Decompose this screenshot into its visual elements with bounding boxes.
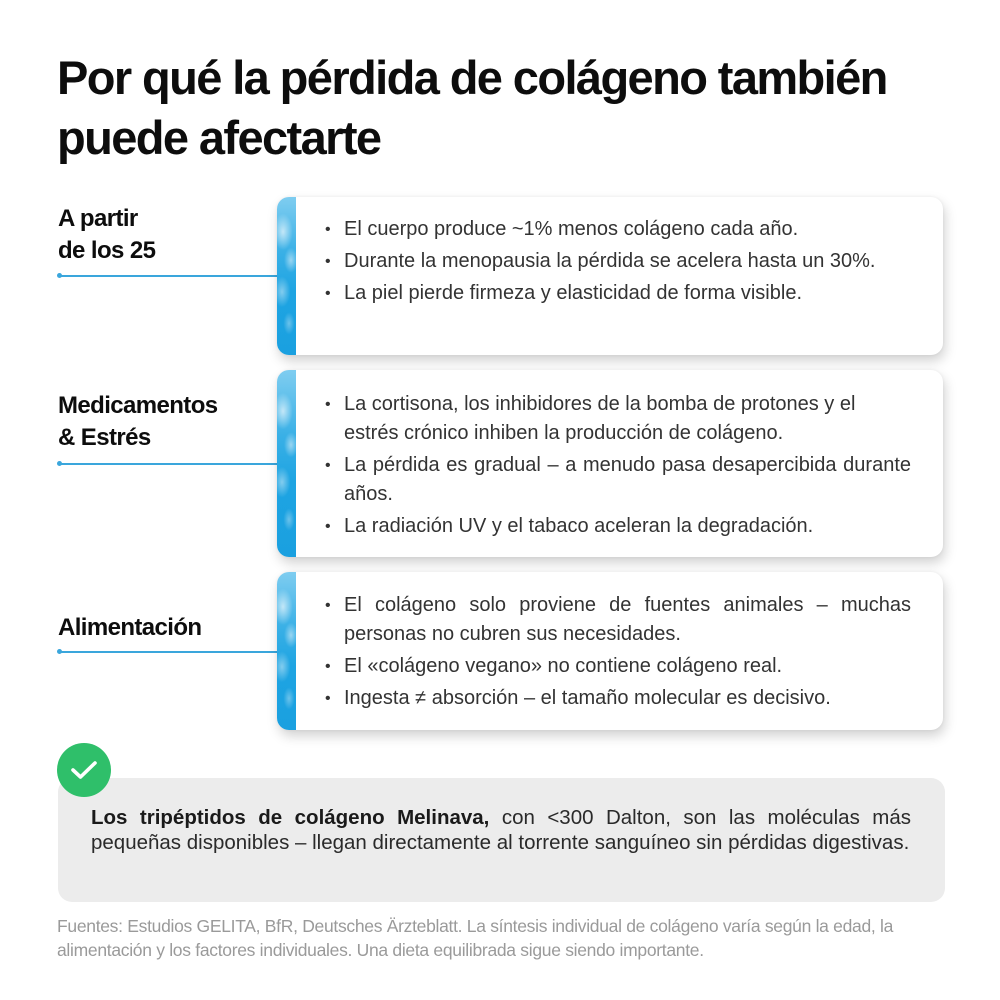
- bullet-item: • El colágeno solo proviene de fuentes animales – muchas personas no cubren sus necesidades.: [325, 591, 911, 649]
- info-card: [277, 572, 943, 730]
- title-line-1: Por qué la pérdida de colágeno también: [57, 51, 887, 104]
- bullet-item: • Ingesta ≠ absorción – el tamaño molecular es decisivo.: [325, 684, 911, 713]
- check-icon: [57, 743, 111, 797]
- section-label: [58, 612, 202, 644]
- bullet-item: • La piel pierde firmeza y elasticidad de forma visible.: [325, 279, 911, 308]
- bullet-item: • La pérdida es gradual – a menudo pasa desapercibida durante años.: [325, 451, 911, 509]
- section-label-line-1: A partir: [58, 205, 138, 232]
- connector-line: [60, 463, 282, 465]
- bullet-item: • La radiación UV y el tabaco aceleran la degradación.: [325, 512, 911, 541]
- section-label-line-1: Medicamentos: [58, 392, 218, 419]
- bullet-list: [325, 390, 911, 544]
- bullet-item: • La cortisona, los inhibidores de la bomba de protones y el estrés crónico inhiben la producción de colágeno.: [325, 390, 911, 448]
- section-label-line-1: Alimentación: [58, 614, 202, 641]
- water-texture-strip: [277, 197, 296, 355]
- callout-bold-text: Los tripéptidos de colágeno Melinava,: [91, 806, 490, 829]
- checkmark-glyph: [69, 758, 99, 782]
- bullet-item: • Durante la menopausia la pérdida se acelera hasta un 30%.: [325, 247, 911, 276]
- info-card: [277, 197, 943, 355]
- connector-line: [60, 651, 282, 653]
- callout-body-text: con <300 Dalton, son las moléculas más pequeñas disponibles – llegan directamente al torrente sanguíneo sin pérdidas digestivas.: [91, 806, 911, 854]
- page-title: [57, 48, 957, 168]
- callout-text: [91, 805, 911, 855]
- bullet-list: [325, 591, 911, 716]
- bullet-list: [325, 215, 911, 311]
- info-card: [277, 370, 943, 557]
- section-label-line-2: & Estrés: [58, 424, 151, 451]
- section-label: [58, 203, 155, 267]
- bullet-item: • El cuerpo produce ~1% menos colágeno cada año.: [325, 215, 911, 244]
- section-label-line-2: de los 25: [58, 237, 156, 264]
- sources-footnote: Fuentes: Estudios GELITA, BfR, Deutsches Ärzteblatt. La síntesis individual de colágeno varía según la edad, la alimentación y los factores individuales. Una dieta equilibrada sigue siendo importante.: [57, 916, 894, 960]
- bullet-item: • El «colágeno vegano» no contiene colágeno real.: [325, 652, 911, 681]
- highlight-callout: [58, 778, 945, 902]
- water-texture-strip: [277, 572, 296, 730]
- connector-line: [60, 275, 282, 277]
- water-texture-strip: [277, 370, 296, 557]
- section-label: [58, 390, 218, 454]
- title-line-2: puede afectarte: [57, 111, 381, 164]
